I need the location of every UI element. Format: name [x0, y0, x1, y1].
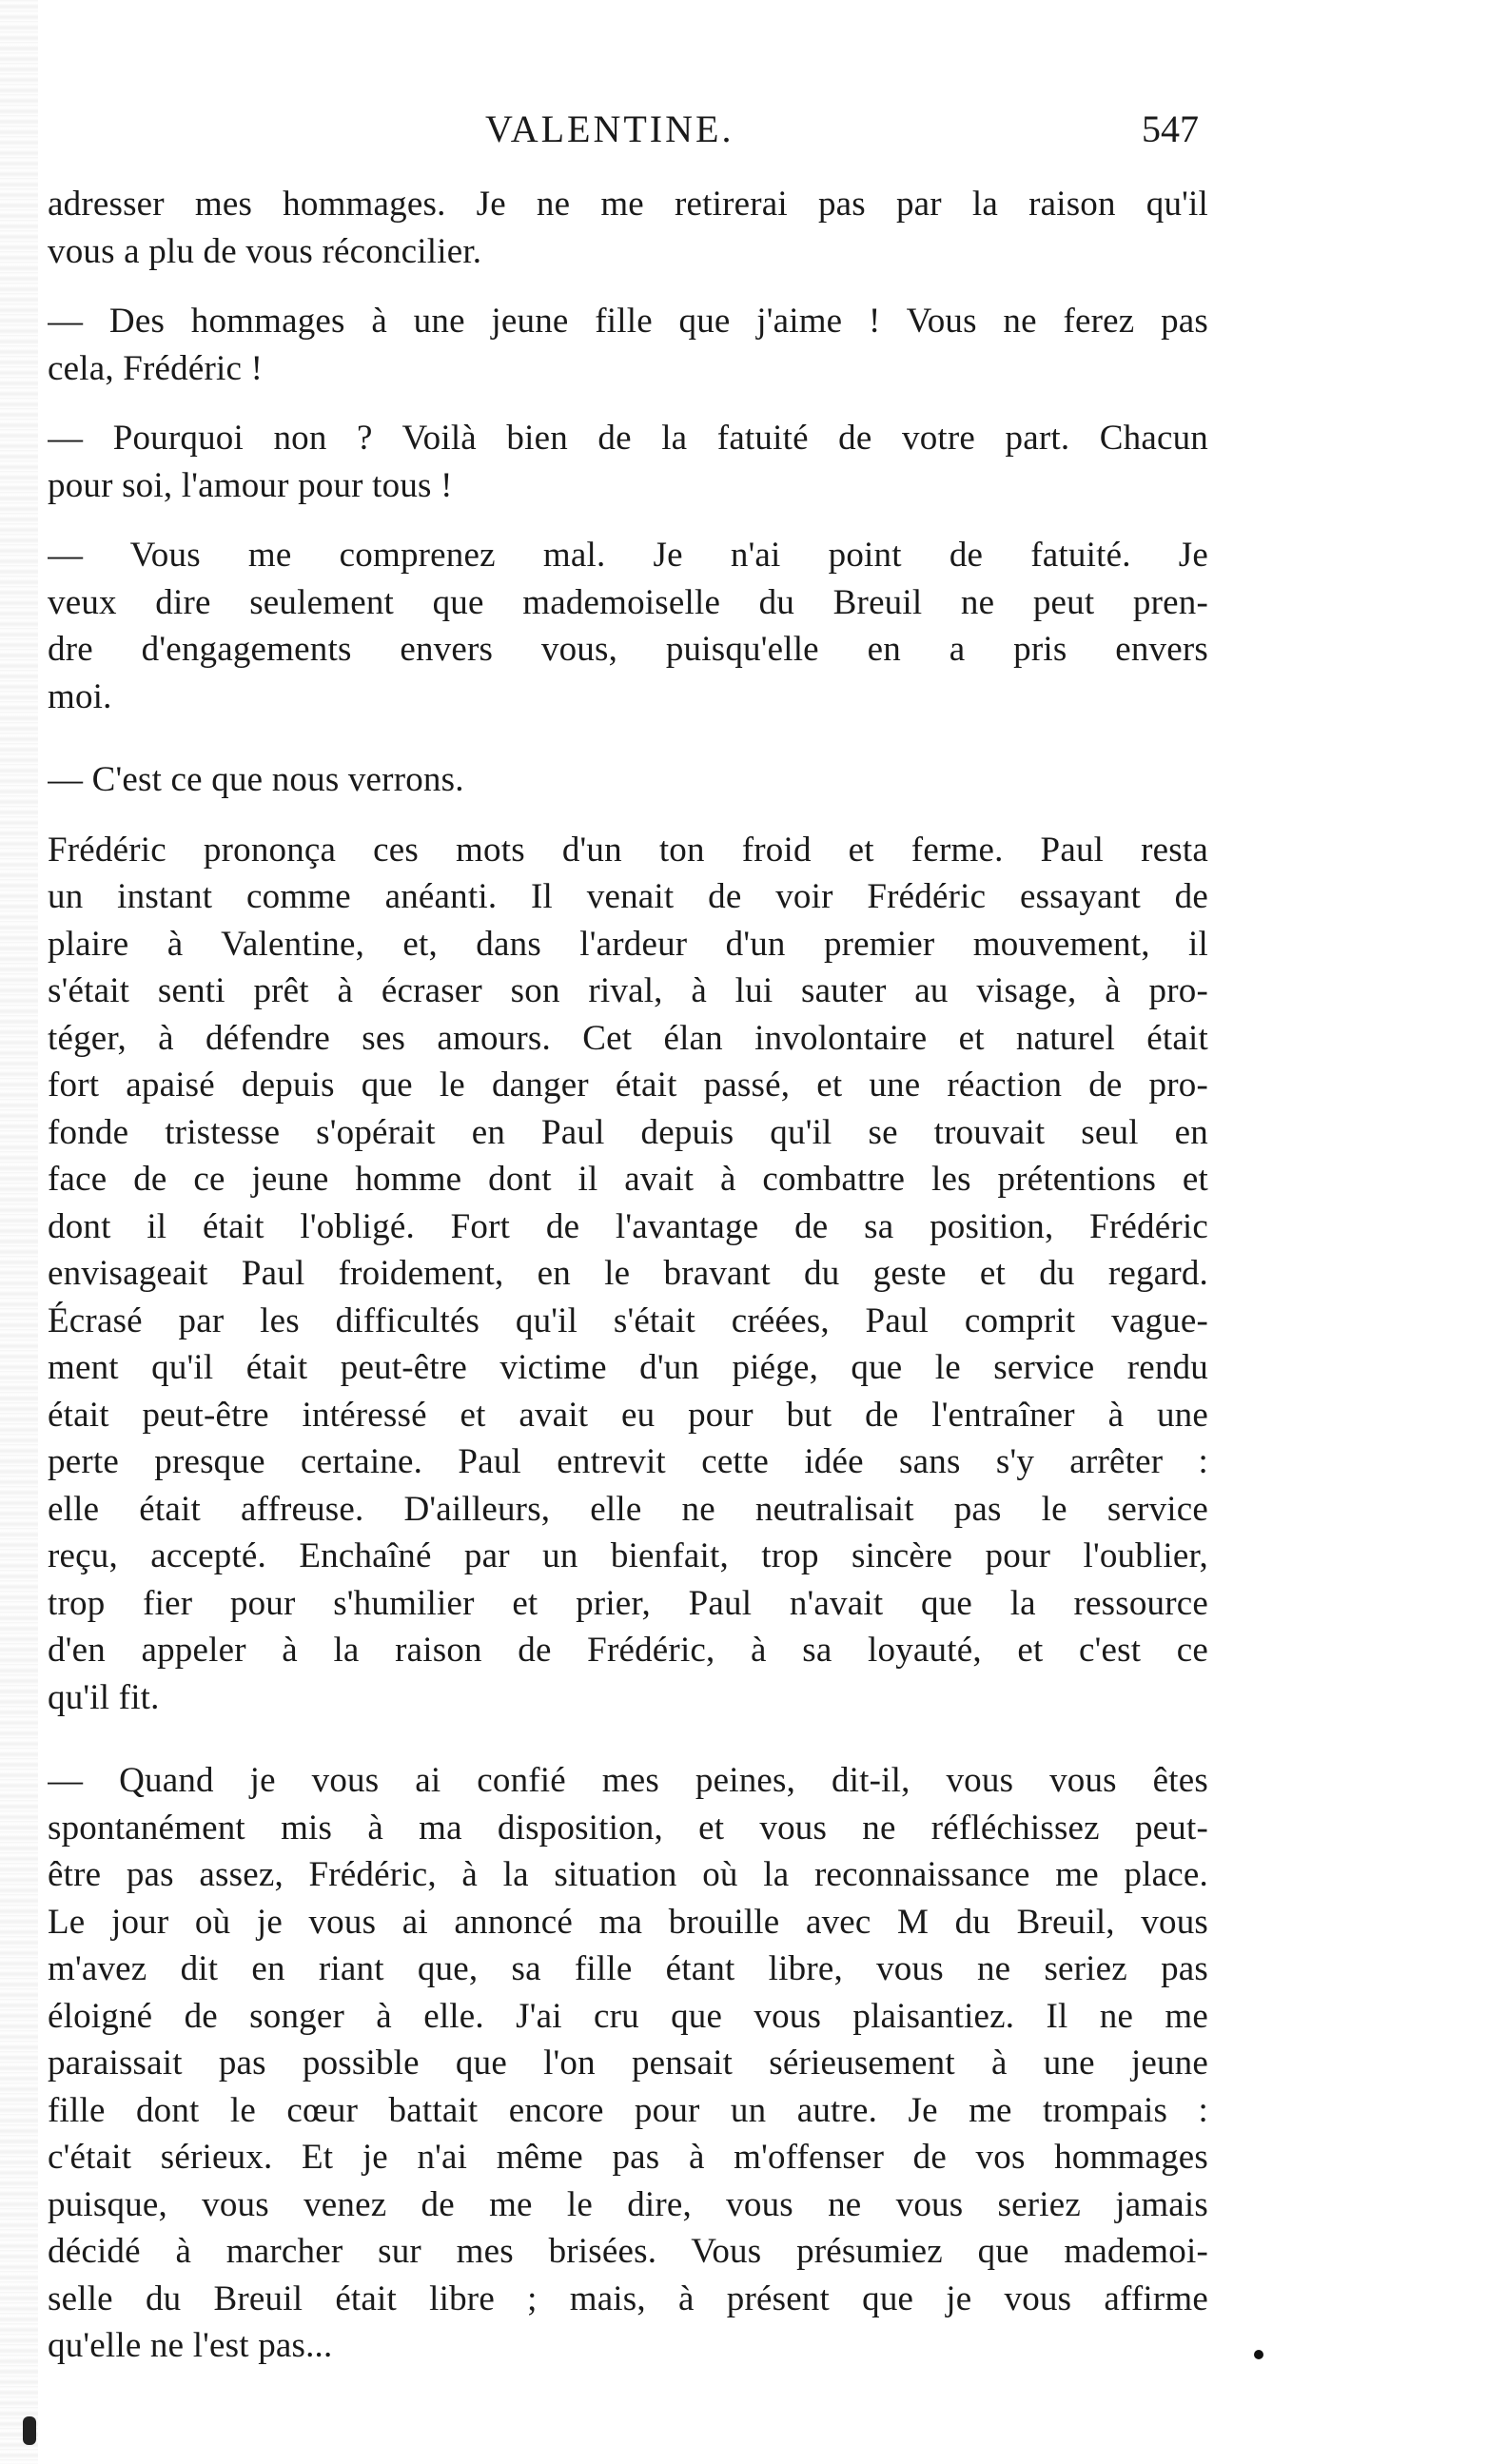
text-line: d'en appeler à la raison de Frédéric, à sa loyauté, et c'est ce: [48, 1631, 1208, 1670]
text-line: spontanément mis à ma disposition, et vous ne réfléchissez peut-: [48, 1808, 1208, 1848]
text-line: était peut-être intéressé et avait eu pour but de l'entraîner à une: [48, 1395, 1208, 1435]
text-line: cela, Frédéric !: [48, 348, 264, 388]
text-line: — C'est ce que nous verrons.: [48, 760, 464, 799]
text-line: fort apaisé depuis que le danger était passé, et une réaction de pro-: [48, 1066, 1208, 1105]
text-line: face de ce jeune homme dont il avait à combattre les prétentions et: [48, 1160, 1208, 1199]
text-line: téger, à défendre ses amours. Cet élan involontaire et naturel était: [48, 1018, 1208, 1058]
text-line: ment qu'il était peut-être victime d'un piége, que le service rendu: [48, 1348, 1208, 1387]
text-line: décidé à marcher sur mes brisées. Vous présumiez que mademoi-: [48, 2232, 1208, 2271]
text-line: — Quand je vous ai confié mes peines, dit-il, vous vous êtes: [48, 1761, 1208, 1800]
page-number: 547: [1142, 108, 1199, 150]
text-line: dont il était l'obligé. Fort de l'avantage de sa position, Frédéric: [48, 1206, 1208, 1246]
paragraph: [48, 532, 1208, 720]
text-line: Le jour où je vous ai annoncé ma brouille avec M du Breuil, vous: [48, 1902, 1208, 1942]
text-line: Frédéric prononça ces mots d'un ton froid et ferme. Paul resta: [48, 830, 1208, 870]
paragraph: [48, 827, 1208, 1722]
paragraph: [48, 1757, 1208, 2370]
text-line: selle du Breuil était libre ; mais, à présent que je vous affirme: [48, 2278, 1208, 2318]
text-line: dre d'engagements envers vous, puisqu'elle en a pris envers: [48, 630, 1208, 669]
text-line: un instant comme anéanti. Il venait de voir Frédéric essayant de: [48, 877, 1208, 916]
text-line: plaire à Valentine, et, dans l'ardeur d'un premier mouvement, il: [48, 924, 1208, 964]
ink-speck: [1254, 2350, 1263, 2359]
text-line: — Pourquoi non ? Voilà bien de la fatuité de votre part. Chacun: [48, 419, 1208, 458]
text-line: fonde tristesse s'opérait en Paul depuis qu'il se trouvait seul en: [48, 1112, 1208, 1152]
text-line: adresser mes hommages. Je ne me retirerai pas par la raison qu'il: [48, 185, 1208, 224]
text-line: moi.: [48, 676, 112, 716]
text-line: c'était sérieux. Et je n'ai même pas à m'offenser de vos hommages: [48, 2138, 1208, 2177]
text-line: éloigné de songer à elle. J'ai cru que vous plaisantiez. Il ne me: [48, 1996, 1208, 2036]
running-head: [76, 107, 1199, 164]
text-line: fille dont le cœur battait encore pour un autre. Je me trompais :: [48, 2090, 1208, 2130]
text-line: pour soi, l'amour pour tous !: [48, 465, 453, 505]
text-line: qu'il fit.: [48, 1677, 160, 1717]
body-text: [48, 181, 1208, 2393]
text-line: m'avez dit en riant que, sa fille étant libre, vous ne seriez pas: [48, 1949, 1208, 1988]
text-line: qu'elle ne l'est pas...: [48, 2326, 333, 2365]
scan-edge-noise: [0, 0, 38, 2464]
paragraph: [48, 181, 1208, 275]
running-title: VALENTINE.: [485, 108, 734, 150]
scan-corner-mark: [23, 2416, 36, 2445]
text-line: puisque, vous venez de me le dire, vous ne vous seriez jamais: [48, 2184, 1208, 2224]
text-line: envisageait Paul froidement, en le bravant du geste et du regard.: [48, 1254, 1208, 1293]
text-line: trop fier pour s'humilier et prier, Paul n'avait que la ressource: [48, 1583, 1208, 1623]
text-line: Écrasé par les difficultés qu'il s'était créées, Paul comprit vague-: [48, 1300, 1208, 1340]
text-line: être pas assez, Frédéric, à la situation où la reconnaissance me place.: [48, 1855, 1208, 1894]
text-line: — Des hommages à une jeune fille que j'aime ! Vous ne ferez pas: [48, 302, 1208, 341]
text-line: — Vous me comprenez mal. Je n'ai point de fatuité. Je: [48, 536, 1208, 575]
text-line: elle était affreuse. D'ailleurs, elle ne neutralisait pas le service: [48, 1489, 1208, 1529]
text-line: veux dire seulement que mademoiselle du Breuil ne peut pren-: [48, 582, 1208, 622]
paragraph: [48, 415, 1208, 509]
text-line: reçu, accepté. Enchaîné par un bienfait, trop sincère pour l'oublier,: [48, 1536, 1208, 1575]
text-line: vous a plu de vous réconcilier.: [48, 231, 482, 271]
text-line: s'était senti prêt à écraser son rival, à lui sauter au visage, à pro-: [48, 971, 1208, 1010]
text-line: perte presque certaine. Paul entrevit cette idée sans s'y arrêter :: [48, 1442, 1208, 1481]
paragraph: [48, 298, 1208, 392]
paragraph: [48, 756, 1208, 804]
text-line: paraissait pas possible que l'on pensait sérieusement à une jeune: [48, 2044, 1208, 2083]
